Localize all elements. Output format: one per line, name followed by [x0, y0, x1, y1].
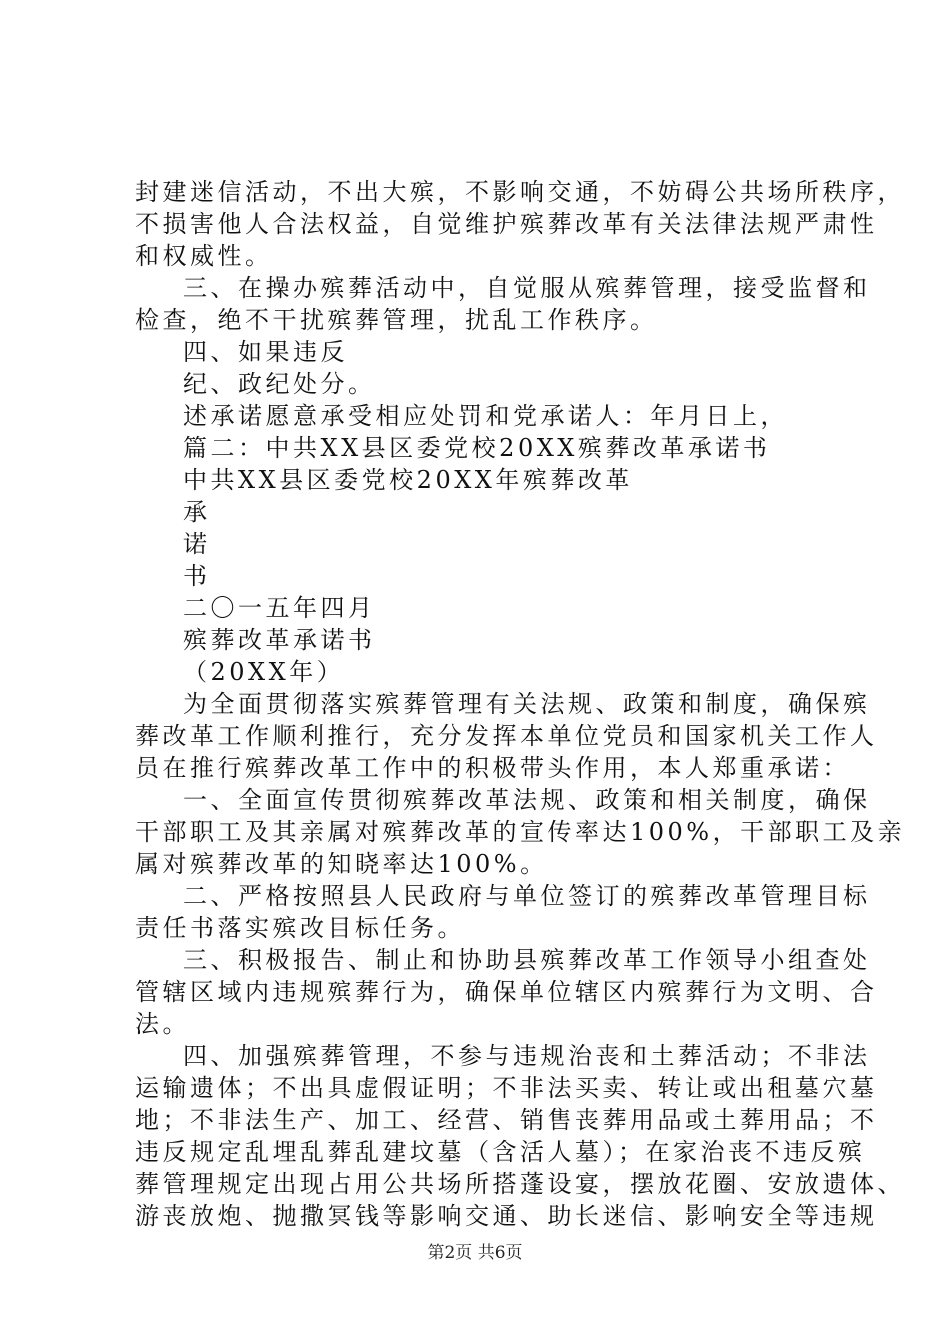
text-line: 三、积极报告、制止和协助县殡葬改革工作领导小组查处: [183, 946, 871, 974]
text-line: 中共XX县区委党校20XX年殡葬改革: [183, 466, 633, 494]
text-line: 为全面贯彻落实殡葬管理有关法规、政策和制度，确保殡: [183, 690, 871, 718]
text-line: 封建迷信活动，不出大殡，不影响交通，不妨碍公共场所秩序，: [135, 178, 905, 206]
text-line: 书: [183, 562, 211, 590]
text-line: 和权威性。: [135, 242, 273, 270]
page-number-footer: 第2页 共6页: [427, 1243, 523, 1263]
text-line: 述承诺愿意承受相应处罚和党承诺人：年月日上，: [183, 402, 788, 430]
text-line: 不损害他人合法权益，自觉维护殡葬改革有关法律法规严肃性: [135, 210, 878, 238]
text-line: 诺: [183, 530, 211, 558]
text-line: 管辖区域内违规殡葬行为，确保单位辖区内殡葬行为文明、合: [135, 978, 878, 1006]
document-year: （20XX年）: [183, 658, 345, 686]
text-line: 三、在操办殡葬活动中，自觉服从殡葬管理，接受监督和: [183, 274, 871, 302]
text-line: 责任书落实殡改目标任务。: [135, 914, 465, 942]
text-line: 一、全面宣传贯彻殡葬改革法规、政策和相关制度，确保: [183, 786, 871, 814]
text-line: 纪、政纪处分。: [183, 370, 376, 398]
text-line: 违反规定乱埋乱葬乱建坟墓（含活人墓）；在家治丧不违反殡: [135, 1138, 866, 1166]
text-line: 法。: [135, 1010, 190, 1038]
text-line: 四、如果违反: [183, 338, 348, 366]
text-line: 属对殡葬改革的知晓率达100%。: [135, 850, 548, 878]
text-line: 游丧放炮、抛撒冥钱等影响交通、助长迷信、影响安全等违规: [135, 1202, 878, 1230]
text-line: 检查，绝不干扰殡葬管理，扰乱工作秩序。: [135, 306, 658, 334]
document-title: 殡葬改革承诺书: [183, 626, 376, 654]
text-line: 承: [183, 498, 211, 526]
text-line: 运输遗体；不出具虚假证明；不非法买卖、转让或出租墓穴墓: [135, 1074, 878, 1102]
text-line: 四、加强殡葬管理，不参与违规治丧和土葬活动；不非法: [183, 1042, 871, 1070]
text-line: 地；不非法生产、加工、经营、销售丧葬用品或土葬用品；不: [135, 1106, 878, 1134]
section-heading: 篇二：中共XX县区委党校20XX殡葬改革承诺书: [183, 434, 771, 462]
text-line: 葬改革工作顺利推行，充分发挥本单位党员和国家机关工作人: [135, 722, 878, 750]
text-line: 二、严格按照县人民政府与单位签订的殡葬改革管理目标: [183, 882, 871, 910]
text-line: 员在推行殡葬改革工作中的积极带头作用，本人郑重承诺：: [135, 754, 850, 782]
document-body: [135, 176, 906, 1232]
text-line: 葬管理规定出现占用公共场所搭蓬设宴，摆放花圈、安放遗体、: [135, 1170, 905, 1198]
text-line: 干部职工及其亲属对殡葬改革的宣传率达100%，干部职工及亲: [135, 818, 906, 846]
text-line: 二〇一五年四月: [183, 594, 376, 622]
